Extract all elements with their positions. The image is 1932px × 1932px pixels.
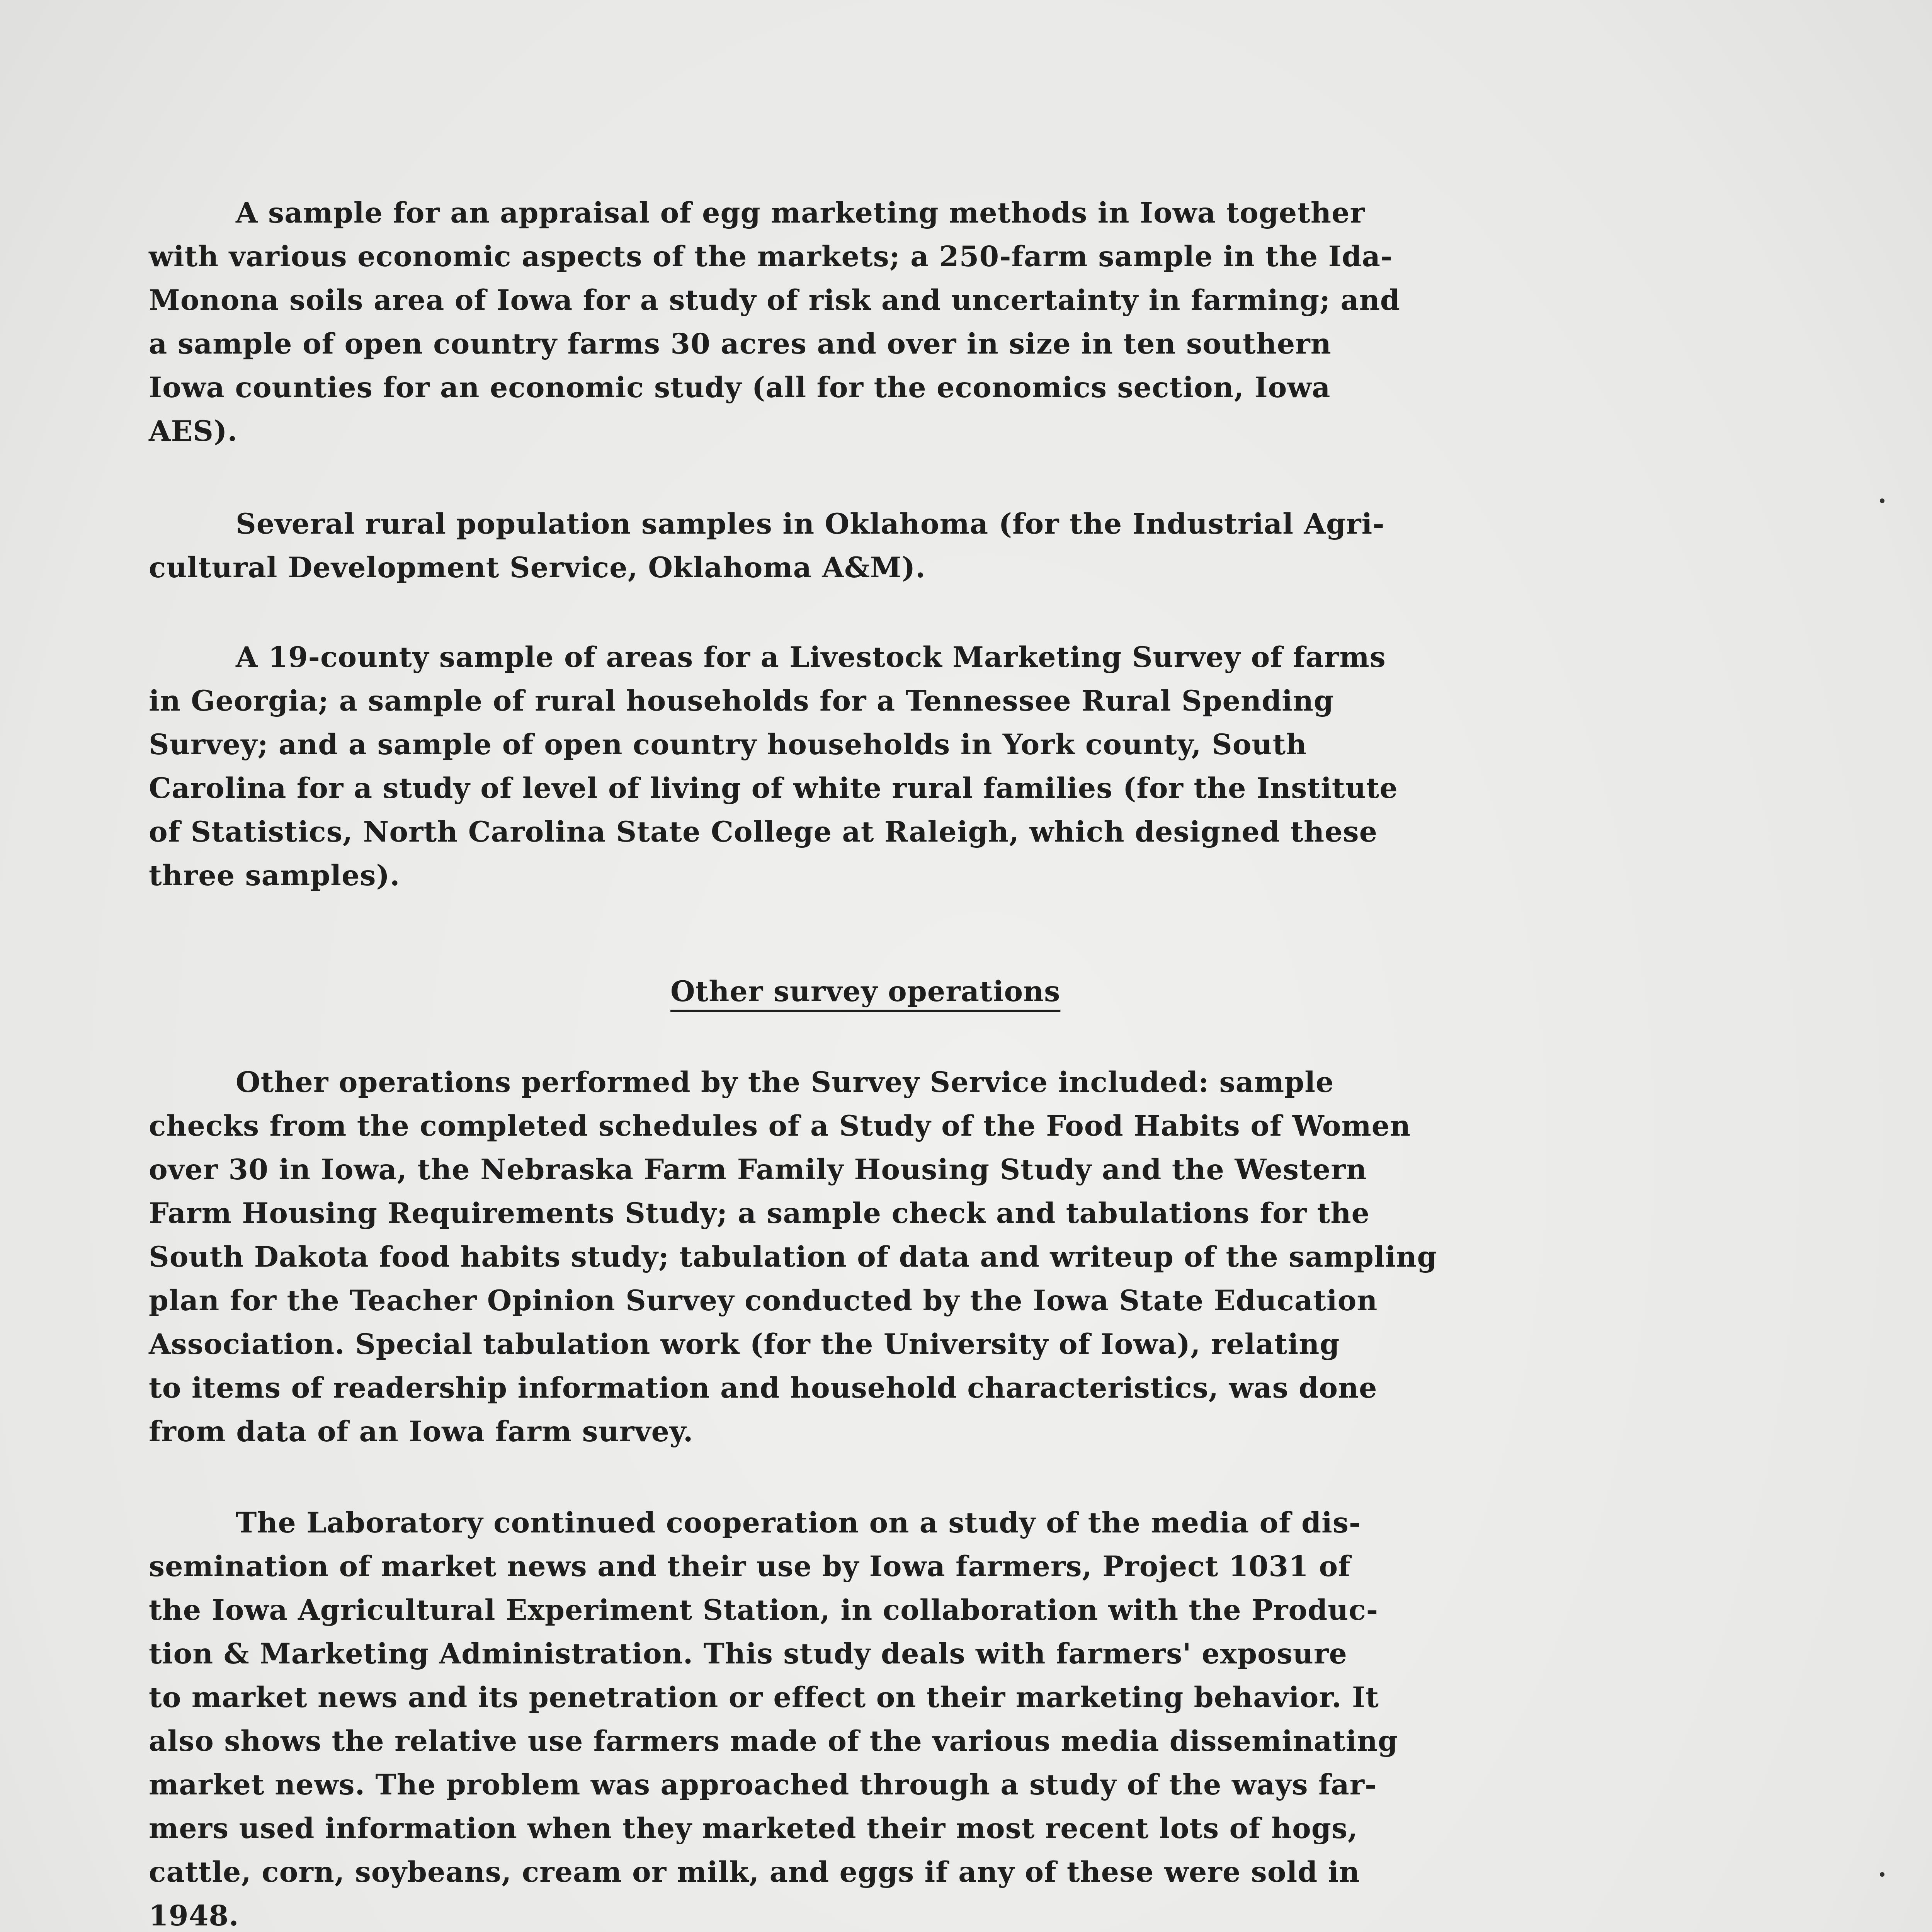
- paragraph-georgia-tennessee-carolina-samples: A 19-county sample of areas for a Livestock Marketing Survey of farms in Georgia; a sample of rural households for a Tennessee Rural Spending Survey; and a sample of open country households in York county, South Carolina for a study of level of living of white rural families (for the Institute of Statistics, North Carolina State College at Raleigh, which designed these three samples).: [149, 641, 1398, 892]
- paragraph-other-operations: Other operations performed by the Survey Service included: sample checks from the completed schedules of a Study of the Food Habits of Women over 30 in Iowa, the Nebraska Farm Family Housing Study and the Western Farm Housing Requirements Study; a sample check and tabulations for the South Dakota food habits study; tabulation of data and writeup of the sampling plan for the Teacher Opinion Survey conducted by the Iowa State Education Association. Special tabulation work (for the University of Iowa), relating to items of readership information and household characteristics, was done from data of an Iowa farm survey.: [149, 1066, 1437, 1448]
- paragraph-oklahoma-samples: Several rural population samples in Oklahoma (for the Industrial Agri- cultural Development Service, Oklahoma A&M).: [149, 507, 1385, 584]
- paper-speck: [1880, 498, 1884, 503]
- paper-speck: [1880, 1872, 1884, 1877]
- paragraph-market-news-study: The Laboratory continued cooperation on a study of the media of dis- semination of market news and their use by Iowa farmers, Project 1031 of the Iowa Agricultural Experiment Station, in collaboration with the Produc- tion & Marketing Administration. This study deals with farmers' exposure to market news and its penetration or effect on their marketing behavior. It also shows the relative use farmers made of the various media disseminating market news. The problem was approached through a study of the ways far- mers used information when they marketed their most recent lots of hogs, cattle, corn, soybeans, cream or milk, and eggs if any of these were sold in 1948.: [149, 1506, 1398, 1932]
- section-heading: Other survey operations: [670, 975, 1061, 1008]
- paragraph-egg-marketing-samples: A sample for an appraisal of egg marketing methods in Iowa together with various economic aspects of the markets; a 250-farm sample in the Ida- Monona soils area of Iowa for a study of risk and uncertainty in farming; and a sample of open country farms 30 acres and over in size in ten southern Iowa counties for an economic study (all for the economics section, Iowa AES).: [149, 196, 1400, 448]
